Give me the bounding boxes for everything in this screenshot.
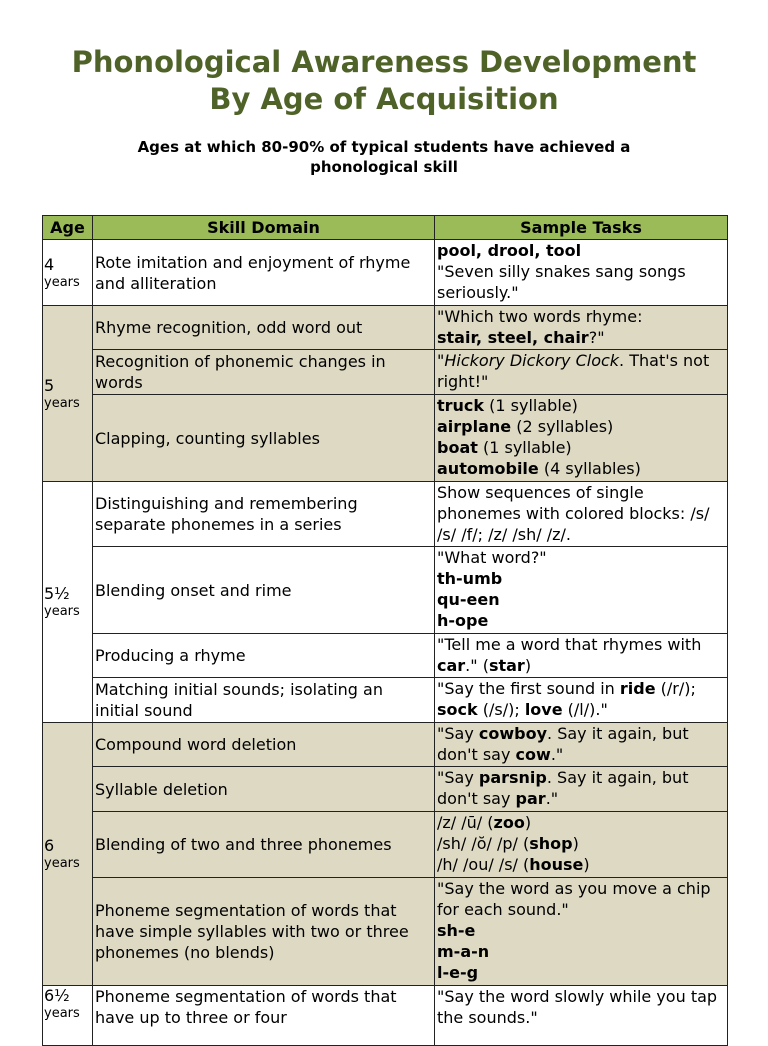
task-line <box>437 854 725 875</box>
task-word: zoo <box>493 813 525 832</box>
table-row <box>43 547 728 634</box>
header-sample-tasks: Sample Tasks <box>435 216 728 240</box>
age-number: 4 <box>44 254 55 274</box>
table-row <box>43 678 728 723</box>
task-text: "Which two words rhyme: <box>437 307 643 326</box>
task-word: cowboy <box>478 724 548 743</box>
task-word: parsnip <box>478 768 547 787</box>
table-row <box>43 986 728 1046</box>
task-word: love <box>524 700 563 719</box>
page-title <box>0 44 768 118</box>
task-line <box>437 812 725 833</box>
task-text: /sh/ /ŏ/ /p/ ( <box>437 834 530 853</box>
skill-cell: Phoneme segmentation of words that have simple syllables with two or three phonemes (no blends) <box>93 878 435 986</box>
age-cell <box>43 482 93 723</box>
task-italic-title: Hickory Dickory Clock <box>444 351 620 370</box>
task-text: pool, drool, tool <box>437 241 582 260</box>
title-line-1: Phonological Awareness Development <box>71 45 697 79</box>
header-skill-domain: Skill Domain <box>93 216 435 240</box>
table-row <box>43 767 728 812</box>
task-text: ?" <box>588 328 605 347</box>
table-row <box>43 878 728 986</box>
task-cell <box>435 634 728 678</box>
task-cell: "Say the word slowly while you tap the sounds." <box>435 986 728 1046</box>
skill-cell: Distinguishing and remembering separate phonemes in a series <box>93 482 435 547</box>
skill-cell: Matching initial sounds; isolating an initial sound <box>93 678 435 723</box>
skill-cell: Blending of two and three phonemes <box>93 812 435 878</box>
task-word: sock <box>437 700 478 719</box>
task-text: "Say the first sound in <box>437 679 620 698</box>
age-number: 5 <box>44 375 55 395</box>
task-text: (/r/); <box>655 679 696 698</box>
table-header-row <box>43 216 728 240</box>
age-number: 6½ <box>44 986 70 1005</box>
skill-cell: Phoneme segmentation of words that have up to three or four <box>93 986 435 1046</box>
header-age: Age <box>43 216 93 240</box>
age-number: 6 <box>44 836 55 855</box>
skill-cell: Compound word deletion <box>93 723 435 767</box>
subtitle-line-1: Ages at which 80-90% of typical students have achieved a <box>137 138 631 156</box>
task-text: "What word?" <box>437 548 547 567</box>
task-word: house <box>529 855 584 874</box>
age-unit: years <box>44 1006 80 1021</box>
task-text: ." ( <box>465 656 489 675</box>
task-word: automobile <box>437 459 539 478</box>
task-text: ." <box>550 745 564 764</box>
task-cell <box>435 395 728 482</box>
task-line <box>437 458 725 479</box>
task-cell <box>435 547 728 634</box>
task-text: "Say the word as you move a chip for each sound." <box>437 879 711 919</box>
task-text: . Say it again, but don't say <box>437 724 689 764</box>
skill-cell: Recognition of phonemic changes in words <box>93 350 435 395</box>
task-text: "Say <box>437 768 479 787</box>
task-word: shop <box>529 834 573 853</box>
task-cell: Show sequences of single phonemes with colored blocks: /s/ /s/ /f/; /z/ /sh/ /z/. <box>435 482 728 547</box>
task-text: (/l/)." <box>562 700 608 719</box>
task-word: m-a-n <box>437 942 490 961</box>
skills-table <box>42 215 728 1046</box>
task-word: th-umb <box>437 569 503 588</box>
task-line <box>437 395 725 416</box>
task-text: /z/ /ū/ ( <box>437 813 494 832</box>
task-text: ) <box>583 855 590 874</box>
task-line <box>437 437 725 458</box>
task-word: h-ope <box>437 611 489 630</box>
task-cell <box>435 812 728 878</box>
task-word: ride <box>619 679 656 698</box>
age-unit: years <box>44 856 80 871</box>
task-note: (4 syllables) <box>538 459 641 478</box>
task-cell <box>435 723 728 767</box>
task-text: ) <box>524 813 532 832</box>
skill-cell: Producing a rhyme <box>93 634 435 678</box>
task-cell <box>435 306 728 350</box>
task-cell <box>435 767 728 812</box>
title-line-2: By Age of Acquisition <box>209 82 559 116</box>
task-word: l-e-g <box>437 963 479 982</box>
task-line <box>437 416 725 437</box>
task-note: (2 syllables) <box>511 417 614 436</box>
task-cell <box>435 678 728 723</box>
table-row <box>43 634 728 678</box>
table-row <box>43 482 728 547</box>
task-word: car <box>437 656 466 675</box>
task-text: ) <box>572 834 579 853</box>
task-text: "Seven silly snakes sang songs seriously." <box>437 262 686 302</box>
task-cell <box>435 350 728 395</box>
task-cell <box>435 240 728 306</box>
table-row <box>43 723 728 767</box>
task-text: " <box>437 351 445 370</box>
page-subtitle <box>60 137 708 177</box>
age-cell <box>43 723 93 986</box>
skill-cell: Blending onset and rime <box>93 547 435 634</box>
task-word: cow <box>515 745 551 764</box>
task-word: par <box>515 789 546 808</box>
task-text: /h/ /ou/ /s/ ( <box>437 855 530 874</box>
table-row <box>43 350 728 395</box>
task-word: sh-e <box>437 921 476 940</box>
table-row <box>43 812 728 878</box>
task-text: . Say it again, but don't say <box>437 768 689 808</box>
age-cell <box>43 986 93 1046</box>
age-number: 5½ <box>44 584 70 603</box>
skill-cell: Syllable deletion <box>93 767 435 812</box>
task-text: . That's not right!" <box>437 351 710 391</box>
task-text: (/s/); <box>477 700 525 719</box>
task-note: (1 syllable) <box>477 438 572 457</box>
age-unit: years <box>44 395 80 411</box>
table-row <box>43 240 728 306</box>
task-cell <box>435 878 728 986</box>
skill-cell: Rote imitation and enjoyment of rhyme and alliteration <box>93 240 435 306</box>
skill-cell: Clapping, counting syllables <box>93 395 435 482</box>
task-text: ) <box>524 656 532 675</box>
task-word: star <box>488 656 525 675</box>
task-text: "Say <box>437 724 479 743</box>
task-text: "Tell me a word that rhymes with <box>437 635 702 654</box>
age-cell <box>43 240 93 306</box>
task-word: truck <box>437 396 485 415</box>
age-cell <box>43 306 93 482</box>
task-text: ." <box>545 789 559 808</box>
subtitle-line-2: phonological skill <box>310 158 458 176</box>
table-row <box>43 395 728 482</box>
task-note: (1 syllable) <box>484 396 578 415</box>
task-line <box>437 833 725 854</box>
task-word: qu-een <box>437 590 500 609</box>
skill-cell: Rhyme recognition, odd word out <box>93 306 435 350</box>
task-word: boat <box>437 438 478 457</box>
age-unit: years <box>44 274 80 290</box>
table-row <box>43 306 728 350</box>
task-bold-words: stair, steel, chair <box>437 328 589 347</box>
age-unit: years <box>44 604 80 619</box>
task-word: airplane <box>437 417 512 436</box>
